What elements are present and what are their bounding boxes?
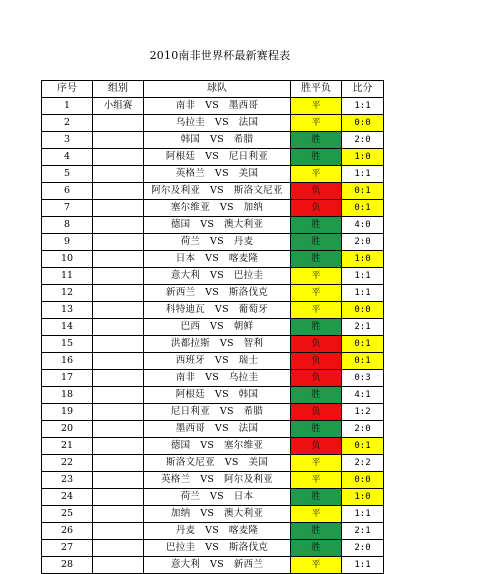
row-no: 23 xyxy=(42,472,93,489)
row-result: 平 xyxy=(291,472,342,489)
row-score: 2:0 xyxy=(342,540,384,557)
table-row xyxy=(42,183,384,200)
row-group xyxy=(93,506,144,523)
table-row xyxy=(42,540,384,557)
row-match: 日本 VS 喀麦隆 xyxy=(144,251,291,268)
row-match: 巴西 VS 朝鲜 xyxy=(144,319,291,336)
table-row xyxy=(42,115,384,132)
row-group xyxy=(93,217,144,234)
row-score: 2:0 xyxy=(342,234,384,251)
row-no: 8 xyxy=(42,217,93,234)
row-no: 22 xyxy=(42,455,93,472)
row-match: 加纳 VS 澳大利亚 xyxy=(144,506,291,523)
row-match: 丹麦 VS 喀麦隆 xyxy=(144,523,291,540)
table-row xyxy=(42,268,384,285)
row-result: 平 xyxy=(291,115,342,132)
row-match: 西班牙 VS 瑞士 xyxy=(144,353,291,370)
row-match: 南非 VS 墨西哥 xyxy=(144,98,291,115)
row-score: 1:1 xyxy=(342,166,384,183)
row-result: 负 xyxy=(291,438,342,455)
row-match: 意大利 VS 新西兰 xyxy=(144,557,291,574)
row-no: 1 xyxy=(42,98,93,115)
row-result: 平 xyxy=(291,506,342,523)
row-result: 平 xyxy=(291,455,342,472)
row-result: 负 xyxy=(291,200,342,217)
row-match: 意大利 VS 巴拉圭 xyxy=(144,268,291,285)
row-no: 13 xyxy=(42,302,93,319)
row-no: 21 xyxy=(42,438,93,455)
row-group xyxy=(93,302,144,319)
table-row xyxy=(42,404,384,421)
row-no: 3 xyxy=(42,132,93,149)
row-no: 12 xyxy=(42,285,93,302)
row-match: 新西兰 VS 斯洛伐克 xyxy=(144,285,291,302)
row-group xyxy=(93,387,144,404)
table-row xyxy=(42,98,384,115)
row-group xyxy=(93,421,144,438)
table-row xyxy=(42,370,384,387)
row-result: 胜 xyxy=(291,149,342,166)
row-result: 胜 xyxy=(291,489,342,506)
row-match: 荷兰 VS 丹麦 xyxy=(144,234,291,251)
header-result: 胜平负 xyxy=(291,81,342,98)
table-row xyxy=(42,489,384,506)
row-result: 胜 xyxy=(291,217,342,234)
row-group xyxy=(93,183,144,200)
row-match: 南非 VS 乌拉圭 xyxy=(144,370,291,387)
table-row xyxy=(42,251,384,268)
table-row xyxy=(42,166,384,183)
header-no: 序号 xyxy=(42,81,93,98)
row-group xyxy=(93,319,144,336)
row-score: 0:1 xyxy=(342,336,384,353)
row-group xyxy=(93,132,144,149)
row-score: 0:1 xyxy=(342,183,384,200)
row-no: 18 xyxy=(42,387,93,404)
row-no: 19 xyxy=(42,404,93,421)
table-row xyxy=(42,234,384,251)
row-result: 平 xyxy=(291,166,342,183)
row-match: 阿根廷 VS 尼日利亚 xyxy=(144,149,291,166)
row-match: 韩国 VS 希腊 xyxy=(144,132,291,149)
row-score: 1:0 xyxy=(342,149,384,166)
row-no: 27 xyxy=(42,540,93,557)
row-result: 胜 xyxy=(291,132,342,149)
table-row xyxy=(42,285,384,302)
row-result: 胜 xyxy=(291,523,342,540)
row-group xyxy=(93,285,144,302)
row-match: 英格兰 VS 美国 xyxy=(144,166,291,183)
row-match: 巴拉圭 VS 斯洛伐克 xyxy=(144,540,291,557)
row-match: 阿尔及利亚 VS 斯洛文尼亚 xyxy=(144,183,291,200)
row-match: 墨西哥 VS 法国 xyxy=(144,421,291,438)
row-match: 英格兰 VS 阿尔及利亚 xyxy=(144,472,291,489)
row-result: 平 xyxy=(291,98,342,115)
row-no: 4 xyxy=(42,149,93,166)
row-group xyxy=(93,353,144,370)
row-score: 4:0 xyxy=(342,217,384,234)
table-row xyxy=(42,217,384,234)
row-score: 1:1 xyxy=(342,98,384,115)
row-result: 负 xyxy=(291,336,342,353)
row-result: 负 xyxy=(291,370,342,387)
row-result: 胜 xyxy=(291,421,342,438)
row-match: 科特迪瓦 VS 葡萄牙 xyxy=(144,302,291,319)
table-row xyxy=(42,319,384,336)
table-row xyxy=(42,455,384,472)
table-row xyxy=(42,472,384,489)
row-score: 1:1 xyxy=(342,557,384,574)
row-score: 1:1 xyxy=(342,268,384,285)
table-row xyxy=(42,132,384,149)
row-no: 11 xyxy=(42,268,93,285)
row-score: 0:1 xyxy=(342,200,384,217)
row-score: 1:0 xyxy=(342,251,384,268)
header-group: 组别 xyxy=(93,81,144,98)
row-no: 5 xyxy=(42,166,93,183)
row-no: 24 xyxy=(42,489,93,506)
row-score: 2:1 xyxy=(342,319,384,336)
schedule-table xyxy=(41,80,384,574)
row-no: 6 xyxy=(42,183,93,200)
row-group xyxy=(93,438,144,455)
row-no: 26 xyxy=(42,523,93,540)
row-score: 2:0 xyxy=(342,421,384,438)
header-score: 比分 xyxy=(342,81,384,98)
row-result: 平 xyxy=(291,285,342,302)
row-score: 0:0 xyxy=(342,472,384,489)
row-no: 20 xyxy=(42,421,93,438)
row-result: 负 xyxy=(291,353,342,370)
table-row xyxy=(42,523,384,540)
row-result: 胜 xyxy=(291,251,342,268)
table-row xyxy=(42,302,384,319)
page-title: 2010南非世界杯最新赛程表 xyxy=(149,49,291,62)
row-group xyxy=(93,523,144,540)
row-group xyxy=(93,234,144,251)
row-group: 小组赛 xyxy=(93,98,144,115)
row-group xyxy=(93,336,144,353)
row-no: 2 xyxy=(42,115,93,132)
table-row xyxy=(42,149,384,166)
row-result: 负 xyxy=(291,183,342,200)
row-result: 负 xyxy=(291,404,342,421)
schedule-table-body xyxy=(42,81,384,574)
row-group xyxy=(93,404,144,421)
row-score: 1:1 xyxy=(342,506,384,523)
row-result: 平 xyxy=(291,268,342,285)
row-score: 4:1 xyxy=(342,387,384,404)
row-match: 德国 VS 澳大利亚 xyxy=(144,217,291,234)
row-score: 2:0 xyxy=(342,132,384,149)
row-group xyxy=(93,115,144,132)
row-group xyxy=(93,251,144,268)
row-score: 1:0 xyxy=(342,489,384,506)
row-group xyxy=(93,268,144,285)
row-result: 胜 xyxy=(291,234,342,251)
row-score: 0:1 xyxy=(342,353,384,370)
table-row xyxy=(42,200,384,217)
row-no: 17 xyxy=(42,370,93,387)
row-score: 0:0 xyxy=(342,115,384,132)
row-result: 平 xyxy=(291,302,342,319)
row-match: 荷兰 VS 日本 xyxy=(144,489,291,506)
row-result: 胜 xyxy=(291,319,342,336)
row-group xyxy=(93,557,144,574)
row-group xyxy=(93,149,144,166)
row-no: 15 xyxy=(42,336,93,353)
row-score: 2:2 xyxy=(342,455,384,472)
table-row xyxy=(42,421,384,438)
row-match: 尼日利亚 VS 希腊 xyxy=(144,404,291,421)
table-row xyxy=(42,506,384,523)
row-score: 0:3 xyxy=(342,370,384,387)
table-row xyxy=(42,438,384,455)
table-row xyxy=(42,387,384,404)
row-group xyxy=(93,489,144,506)
row-match: 乌拉圭 VS 法国 xyxy=(144,115,291,132)
row-group xyxy=(93,472,144,489)
row-no: 9 xyxy=(42,234,93,251)
row-no: 25 xyxy=(42,506,93,523)
row-score: 0:0 xyxy=(342,302,384,319)
row-no: 16 xyxy=(42,353,93,370)
table-row xyxy=(42,557,384,574)
table-row xyxy=(42,353,384,370)
row-group xyxy=(93,200,144,217)
row-score: 1:1 xyxy=(342,285,384,302)
row-group xyxy=(93,166,144,183)
row-result: 胜 xyxy=(291,540,342,557)
row-no: 10 xyxy=(42,251,93,268)
row-group xyxy=(93,370,144,387)
row-result: 平 xyxy=(291,557,342,574)
row-score: 2:1 xyxy=(342,523,384,540)
header-teams: 球队 xyxy=(144,81,291,98)
row-match: 斯洛文尼亚 VS 美国 xyxy=(144,455,291,472)
row-match: 德国 VS 塞尔维亚 xyxy=(144,438,291,455)
row-result: 胜 xyxy=(291,387,342,404)
row-group xyxy=(93,540,144,557)
row-score: 0:1 xyxy=(342,438,384,455)
row-score: 1:2 xyxy=(342,404,384,421)
row-group xyxy=(93,455,144,472)
table-header-row xyxy=(42,81,384,98)
row-match: 洪都拉斯 VS 智利 xyxy=(144,336,291,353)
row-no: 28 xyxy=(42,557,93,574)
row-match: 塞尔维亚 VS 加纳 xyxy=(144,200,291,217)
table-row xyxy=(42,336,384,353)
row-no: 14 xyxy=(42,319,93,336)
row-no: 7 xyxy=(42,200,93,217)
row-match: 阿根廷 VS 韩国 xyxy=(144,387,291,404)
